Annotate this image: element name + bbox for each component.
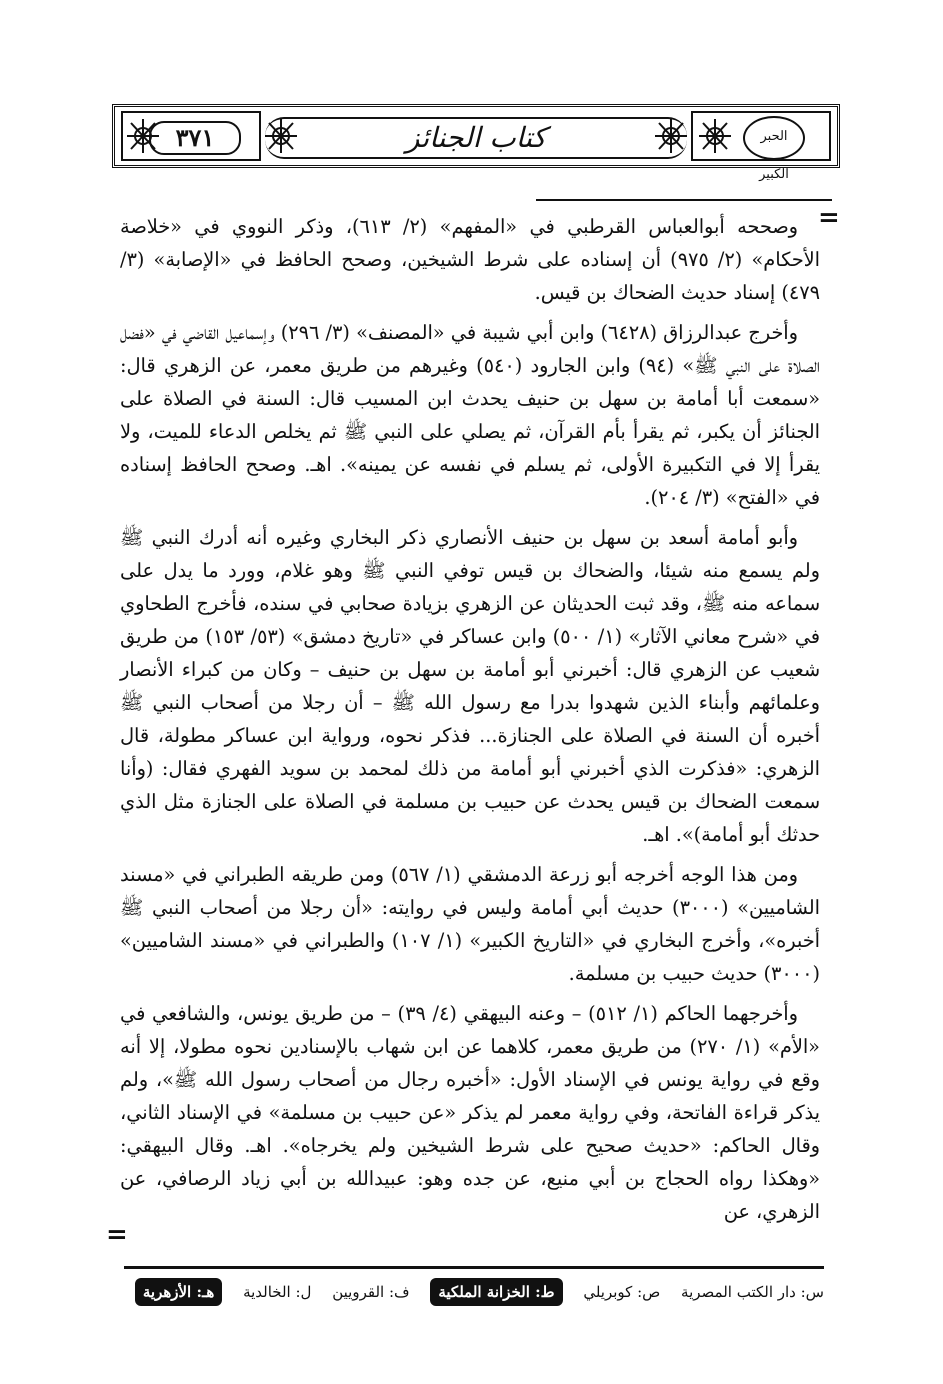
manuscript-sigla-legend (124, 1277, 824, 1306)
header-title-band (265, 117, 687, 159)
chapter-title: كتاب الجنائز (405, 121, 547, 154)
footnote-text (120, 210, 820, 1235)
footnote-separator (536, 199, 832, 201)
ornament-icon (653, 117, 689, 155)
siglum-badge: هـ: الأزهرية (135, 1278, 222, 1306)
paragraph: ومن هذا الوجه أخرجه أبو زرعة الدمشقي (١/ ٥٦٧) ومن طريقه الطبراني في «مسند الشاميين» (٣٠٠٠) حديث أبي أمامة وليس في روايته: «أن رجلا من أصحاب النبي ﷺ أخبره»، وأخرج البخاري في «التاريخ الكبير» (١/ ١٠٧) والطبراني في «مسند الشاميين» (٣٠٠٠) حديث حبيب بن مسلمة. (120, 863, 820, 985)
page-header (112, 104, 840, 182)
continuation-mark-top: = (818, 203, 840, 233)
siglum-item: ف: القرويين (332, 1283, 410, 1301)
siglum-badge: ط: الخزانة الملكية (430, 1278, 562, 1306)
paragraph: وصححه أبوالعباس القرطبي في «المفهم» (٢/ ٦١٣)، وذكر النووي في «خلاصة الأحكام» (٢/ ٩٧٥) أن إسناده على شرط الشيخين، وصحح الحافظ في «الإصابة» (٣/ ٤٧٩) إسناد حديث الضحاك بن قيس. (120, 215, 820, 304)
ornament-icon (697, 117, 733, 155)
footer-separator (124, 1266, 824, 1269)
paragraph: وأبو أمامة أسعد بن سهل بن حنيف الأنصاري ذكر البخاري وغيره أنه أدرك النبي ﷺ ولم يسمع منه شيئا، والضحاك بن قيس توفي النبي ﷺ وهو غلام، وورد ما يدل على سماعه منه ﷺ، وقد ثبت الحديثان عن الزهري بزيادة صحابي في سنده، فأخرج الطحاوي في «شرح معاني الآثار» (١/ ٥٠٠) وابن عساكر في «تاريخ دمشق» (٥٣/ ١٥٣) من طريق شعيب عن الزهري قال: أخبرني أبو أمامة بن سهل بن حنيف – وكان من كبراء الأنصار وعلمائهم وأبناء الذين شهدوا بدرا مع رسول الله ﷺ – أن رجلا من أصحاب النبي ﷺ أخبره أن السنة في الصلاة على الجنازة... فذكر نحوه، ورواية ابن عساكر مطولة، قال الزهري: «فذكرت الذي أخبرني أبو أمامة من ذلك لمحمد بن سويد الفهري فقال: (وأنا سمعت الضحاك بن قيس يحدث عن حبيب بن مسلمة في الصلاة على الجنازة مثل الذي حدثك أبو أمامة)». اهـ. (120, 526, 820, 846)
siglum-item: ل: الخالدية (243, 1283, 312, 1301)
page-number: ٣٧١ (149, 121, 241, 155)
paragraph: وأخرج عبدالرزاق (٦٤٢٨) وابن أبي شيبة في «المصنف» (٣/ ٢٩٦) وإسماعيل القاضي في «فضل الصلاة على النبي ﷺ» (٩٤) وابن الجارود (٥٤٠) وغيرهم من طريق معمر، عن الزهري قال: «سمعت أبا أمامة بن سهل بن حنيف يحدث ابن المسيب قال: السنة في الصلاة على الجنائز أن يكبر، ثم يقرأ بأم القرآن، ثم يصلي على النبي ﷺ ثم يخلص الدعاء للميت، ولا يقرأ إلا في التكبيرة الأولى، ثم يسلم في نفسه عن يمينه». اهـ. وصحح الحافظ إسناده في «الفتح» (٣/ ٢٠٤). (120, 321, 820, 509)
header-right-panel (691, 111, 831, 182)
continuation-mark-bottom: = (106, 1220, 128, 1250)
siglum-item: ص: كوبريلي (583, 1283, 661, 1301)
book-emblem: الحبر الكبير (743, 116, 805, 160)
header-left-panel (121, 111, 261, 161)
paragraph: وأخرجهما الحاكم (١/ ٥١٢) – وعنه البيهقي (٤/ ٣٩) – من طريق يونس، والشافعي في «الأم» (١/ ٢٧٠) من طريق معمر، كلاهما عن ابن شهاب بالإسنادين نحوه مطولا، إلا أنه وقع في رواية يونس في الإسناد الأول: «أخبره رجال من أصحاب رسول الله ﷺ»، ولم يذكر قراءة الفاتحة، وفي رواية معمر لم يذكر «عن حبيب بن مسلمة» في الإسناد الثاني، وقال الحاكم: «حديث صحيح على شرط الشيخين ولم يخرجاه». اهـ. وقال البيهقي: «وهكذا رواه الحجاج بن أبي منيع، عن جده وهو: عبيدالله بن أبي زياد الرصافي، عن الزهري، عن (120, 1002, 820, 1223)
siglum-item: س: دار الكتب المصرية (681, 1283, 824, 1301)
